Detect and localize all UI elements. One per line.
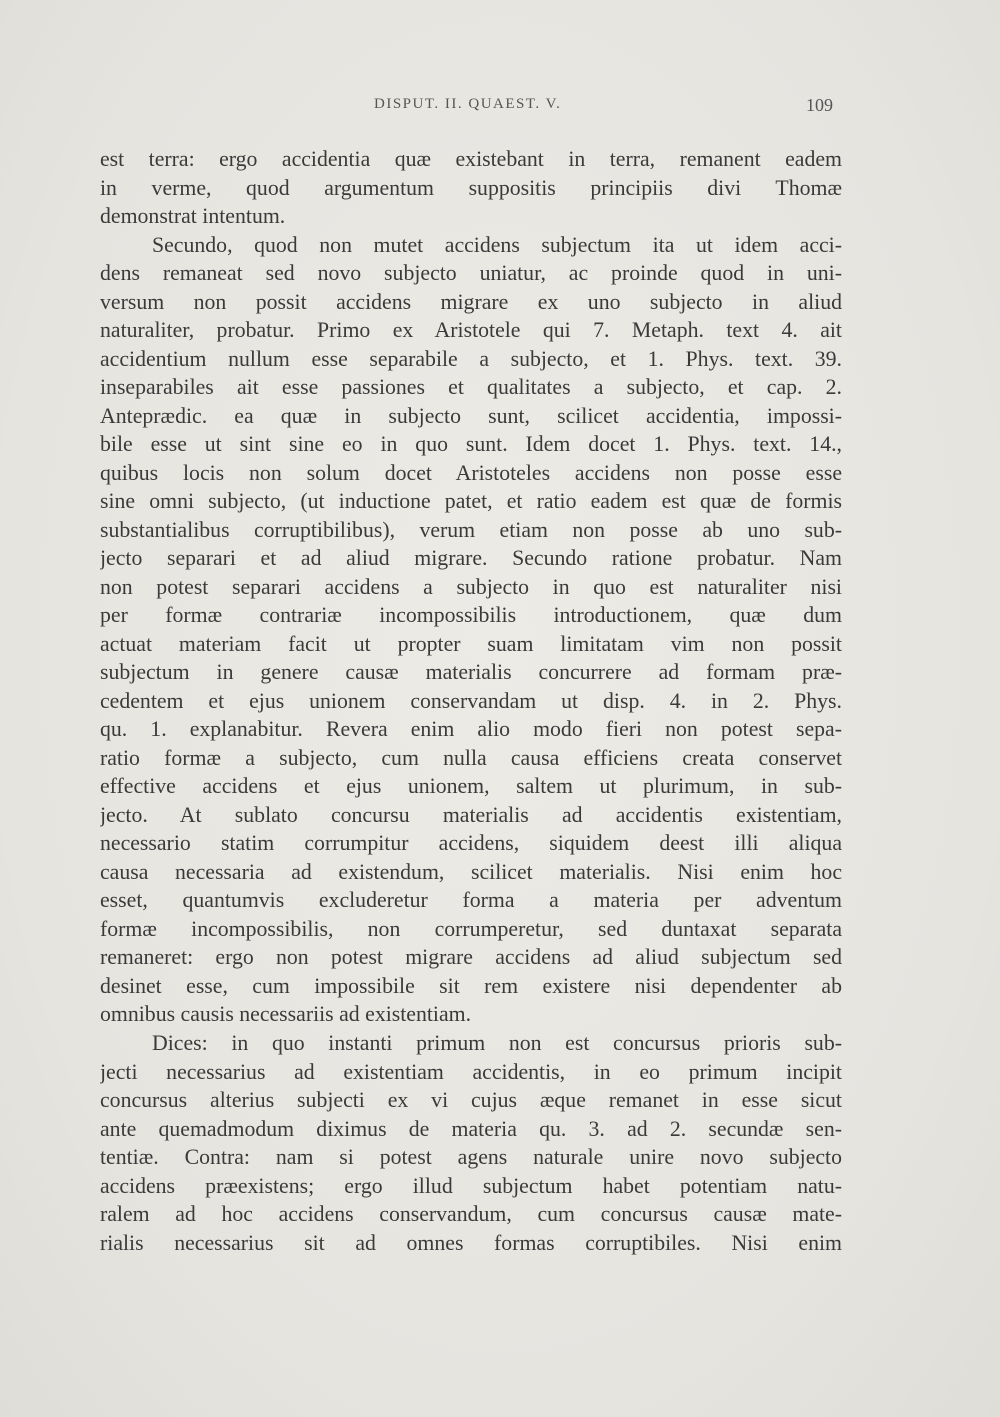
text-line: omnibus causis necessariis ad existentiam. [100, 1002, 472, 1027]
text-line: accidens præexistens; ergo illud subjectum habet potentiam natu- [100, 1173, 842, 1198]
text-line: in verme, quod argumentum suppositis principiis divi Thomæ [100, 175, 842, 200]
text-line: accidentium nullum esse separabile a subjecto, et 1. Phys. text. 39. [100, 346, 842, 371]
text-line: qu. 1. explanabitur. Revera enim alio modo fieri non potest sepa- [100, 717, 842, 742]
text-line: substantialibus corruptibilibus), verum etiam non posse ab uno sub- [100, 517, 842, 542]
paragraph-first-line: Dices: in quo instanti primum non est concursus prioris sub- [152, 1030, 842, 1055]
text-line: desinet esse, cum impossibile sit rem existere nisi dependenter ab [100, 973, 842, 998]
text-line: esset, quantumvis excluderetur forma a materia per adventum [100, 888, 842, 913]
text-line: effective accidens et ejus unionem, saltem ut plurimum, in sub- [100, 774, 842, 799]
running-head: DISPUT. II. QUAEST. V. [374, 96, 562, 112]
body-text [100, 145, 842, 1257]
text-line: jecti necessarius ad existentiam accidentis, in eo primum incipit [100, 1059, 842, 1084]
text-line: inseparabiles ait esse passiones et qualitates a subjecto, et cap. 2. [100, 375, 842, 400]
text-line: jecto. At sublato concursu materialis ad accidentis existentiam, [100, 802, 842, 827]
text-line: necessario statim corrumpitur accidens, siquidem deest illi aliqua [100, 831, 842, 856]
text-line: rialis necessarius sit ad omnes formas corruptibiles. Nisi enim [100, 1230, 842, 1255]
text-line: ralem ad hoc accidens conservandum, cum concursus causæ mate- [100, 1202, 842, 1227]
page-header [0, 96, 1000, 120]
text-line: concursus alterius subjecti ex vi cujus æque remanet in esse sicut [100, 1088, 842, 1113]
text-line: jecto separari et ad aliud migrare. Secundo ratione probatur. Nam [100, 546, 842, 571]
text-line: quibus locis non solum docet Aristoteles accidens non posse esse [100, 460, 842, 485]
text-line: Anteprædic. ea quæ in subjecto sunt, scilicet accidentia, impossi- [100, 403, 842, 428]
text-line: ratio formæ a subjecto, cum nulla causa efficiens creata conservet [100, 745, 842, 770]
text-line: sine omni subjecto, (ut inductione patet, et ratio eadem est quæ de formis [100, 489, 842, 514]
text-line: bile esse ut sint sine eo in quo sunt. Idem docet 1. Phys. text. 14., [100, 432, 842, 457]
text-line: actuat materiam facit ut propter suam limitatam vim non possit [100, 631, 842, 656]
text-line: ante quemadmodum diximus de materia qu. 3. ad 2. secundæ sen- [100, 1116, 842, 1141]
page-number: 109 [806, 95, 833, 115]
text-line: demonstrat intentum. [100, 204, 286, 229]
text-line: naturaliter, probatur. Primo ex Aristotele qui 7. Metaph. text 4. ait [100, 318, 842, 343]
text-line: cedentem et ejus unionem conservandam ut disp. 4. in 2. Phys. [100, 688, 842, 713]
text-line: dens remaneat sed novo subjecto uniatur, ac proinde quod in uni- [100, 261, 842, 286]
text-line: non potest separari accidens a subjecto in quo est naturaliter nisi [100, 574, 842, 599]
text-line: formæ incompossibilis, non corrumperetur, sed duntaxat separata [100, 916, 842, 941]
text-line: versum non possit accidens migrare ex uno subjecto in aliud [100, 289, 842, 314]
text-line: causa necessaria ad existendum, scilicet materialis. Nisi enim hoc [100, 859, 842, 884]
text-line: est terra: ergo accidentia quæ existebant in terra, remanent eadem [100, 147, 842, 171]
text-line: subjectum in genere causæ materialis concurrere ad formam præ- [100, 660, 842, 685]
text-line: per formæ contrariæ incompossibilis introductionem, quæ dum [100, 603, 842, 628]
paragraph-first-line: Secundo, quod non mutet accidens subjectum ita ut idem acci- [152, 232, 842, 257]
text-line: tentiæ. Contra: nam si potest agens naturale unire novo subjecto [100, 1145, 842, 1170]
text-line: remaneret: ergo non potest migrare accidens ad aliud subjectum sed [100, 945, 842, 970]
